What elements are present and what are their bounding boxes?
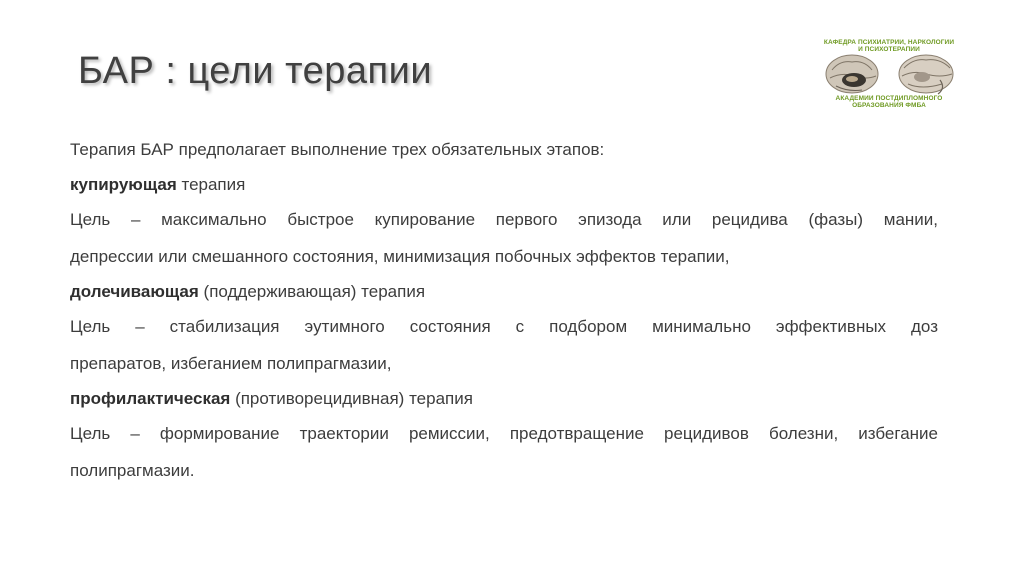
stage-suffix: терапия	[176, 175, 246, 194]
brains-illustration	[822, 50, 956, 98]
stage-goal-3	[70, 424, 938, 480]
goal-line: Цель – максимально быстрое купирование первого эпизода или рецидива (фазы) мании,	[70, 210, 938, 229]
slide-body	[70, 140, 938, 480]
stage-name: долечивающая	[70, 282, 199, 301]
logo-bottom-text: АКАДЕМИИ ПОСТДИПЛОМНОГО ОБРАЗОВАНИЯ ФМБА	[835, 95, 943, 109]
goal-line: депрессии или смешанного состояния, минимизация побочных эффектов терапии,	[70, 247, 730, 266]
slide-title: БАР : цели терапии	[78, 50, 433, 92]
stage-heading-2	[70, 282, 938, 301]
stage-suffix: (поддерживающая) терапия	[198, 282, 426, 301]
brain-icon-right	[899, 55, 953, 94]
logo-top-text: КАФЕДРА ПСИХИАТРИИ, НАРКОЛОГИИ И ПСИХОТЕРАПИИ	[823, 39, 955, 53]
stage-goal-1	[70, 210, 938, 266]
stage-name: профилактическая	[70, 389, 231, 408]
goal-line: полипрагмазии.	[70, 461, 195, 480]
stage-heading-3	[70, 389, 938, 408]
brain-icon-left	[826, 55, 878, 93]
goal-line: Цель – формирование траектории ремиссии, предотвращение рецидивов болезни, избегание	[70, 424, 938, 443]
stage-heading-1	[70, 175, 938, 194]
stage-goal-2	[70, 317, 938, 373]
stage-name: купирующая	[70, 175, 177, 194]
stage-suffix: (противорецидивная) терапия	[230, 389, 473, 408]
intro-text: Терапия БАР предполагает выполнение трех обязательных этапов:	[70, 140, 605, 159]
goal-line: препаратов, избеганием полипрагмазии,	[70, 354, 392, 373]
goal-line: Цель – стабилизация эутимного состояния с подбором минимально эффективных доз	[70, 317, 938, 336]
department-logo	[822, 36, 956, 126]
